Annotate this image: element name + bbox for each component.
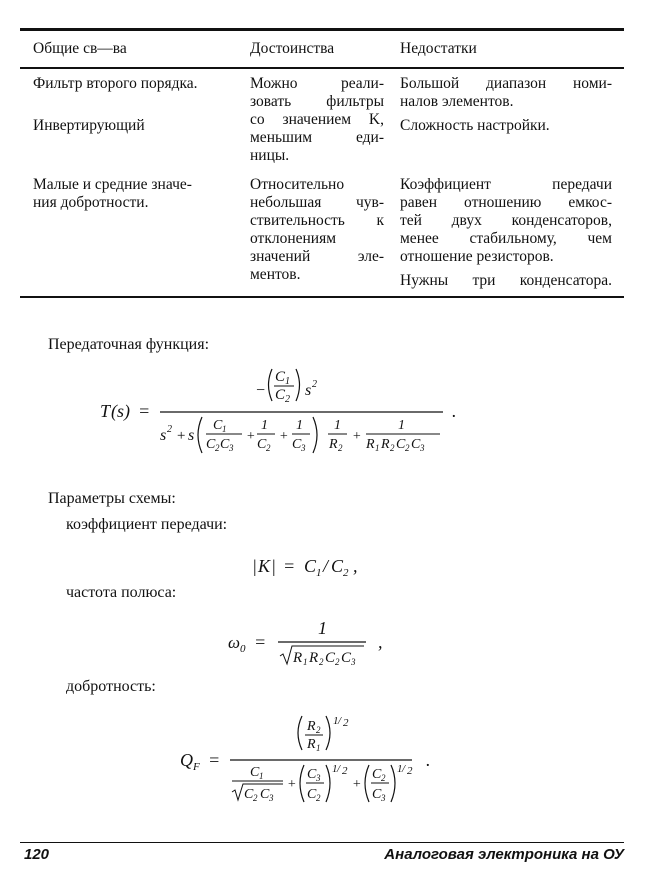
svg-text:1: 1 (397, 763, 403, 775)
svg-text:C: C (275, 369, 286, 385)
row2-dis-line1: Коэффициент передачи (400, 176, 612, 193)
svg-text:C: C (411, 437, 421, 452)
params-label: Параметры схемы: (48, 490, 176, 507)
svg-text:C: C (307, 787, 317, 802)
gain-equation (252, 552, 372, 587)
svg-text:/: / (337, 763, 341, 775)
row1-adv-line1: Можно реали- (250, 75, 384, 92)
svg-text:2: 2 (253, 793, 258, 803)
svg-text:C: C (304, 556, 317, 576)
row1-adv-line3: со значением K, (250, 111, 384, 128)
svg-text:s: s (188, 427, 195, 444)
svg-text:1: 1 (316, 743, 321, 753)
svg-text:|: | (271, 556, 276, 576)
svg-text:C: C (325, 650, 336, 666)
svg-text:R: R (381, 437, 390, 452)
svg-text:C: C (206, 437, 216, 452)
row2-dis-line5: отношение резисторов. (400, 248, 554, 265)
svg-text:1: 1 (318, 618, 327, 638)
table-header-rule (20, 67, 624, 69)
transfer-function-label: Передаточная функция: (48, 336, 210, 353)
svg-text:.: . (452, 401, 457, 421)
svg-text:1: 1 (333, 715, 339, 727)
svg-text:2: 2 (343, 567, 349, 579)
svg-text:,: , (353, 556, 358, 576)
svg-text:R: R (307, 719, 316, 734)
row1-general-line1: Фильтр второго порядка. (33, 75, 198, 92)
svg-text:1: 1 (316, 567, 322, 579)
svg-text:C: C (307, 767, 317, 782)
svg-text:=: = (208, 750, 221, 770)
svg-text:R: R (366, 437, 375, 452)
svg-text:Q: Q (180, 750, 193, 770)
svg-text:1: 1 (334, 418, 341, 433)
svg-text:+: + (352, 429, 362, 444)
svg-text:+: + (287, 777, 297, 792)
svg-text:+: + (352, 777, 362, 792)
svg-text:C: C (341, 650, 352, 666)
svg-text:2: 2 (312, 379, 317, 390)
book-title: Аналоговая электроника на ОУ (384, 846, 624, 863)
footer-rule (20, 842, 624, 843)
gain-label: коэффициент передачи: (66, 516, 228, 533)
row2-adv-line6: ментов. (250, 266, 301, 283)
svg-text:C: C (372, 767, 382, 782)
svg-text:R: R (329, 437, 338, 452)
transfer-function-equation (100, 365, 470, 460)
row2-adv-line5: значений эле- (250, 248, 384, 265)
svg-text:C: C (220, 437, 230, 452)
row2-adv-line2: небольшая чув- (250, 194, 384, 211)
svg-text:3: 3 (229, 443, 234, 453)
svg-text:2: 2 (405, 443, 410, 453)
svg-text:+: + (176, 428, 187, 444)
table-header-general: Общие св—ва (33, 40, 127, 57)
svg-text:F: F (193, 761, 200, 773)
pole-label: частота полюса: (66, 584, 177, 601)
svg-text:2: 2 (167, 424, 172, 435)
svg-text:/: / (338, 715, 342, 727)
svg-text:R: R (293, 650, 303, 666)
svg-text:2: 2 (335, 657, 340, 667)
row1-dis-line2: налов элементов. (400, 93, 514, 110)
svg-text:2: 2 (343, 717, 349, 729)
svg-text:2: 2 (285, 394, 290, 405)
svg-text:C: C (396, 437, 406, 452)
svg-text:2: 2 (338, 443, 343, 453)
svg-text:(s): (s) (111, 401, 130, 421)
svg-text:C: C (275, 387, 286, 403)
svg-text:R: R (307, 737, 316, 752)
svg-text:C: C (292, 437, 302, 452)
row1-dis-line1: Большой диапазон номи- (400, 75, 612, 92)
svg-text:0: 0 (240, 643, 246, 655)
svg-text:2: 2 (316, 793, 321, 803)
svg-text:C: C (257, 437, 267, 452)
svg-text:−: − (255, 382, 266, 399)
q-label: добротность: (66, 678, 156, 695)
row2-adv-line3: ствительность к (250, 212, 384, 229)
svg-text:1: 1 (285, 376, 290, 387)
svg-text:+: + (246, 429, 256, 444)
svg-text:K: K (258, 556, 271, 576)
svg-text:|: | (252, 556, 257, 576)
row2-general-line2: ния добротности. (33, 194, 149, 211)
svg-text:,: , (378, 632, 383, 652)
pole-equation (228, 614, 398, 675)
row1-adv-line4: меньшим еди- (250, 129, 384, 146)
svg-text:1: 1 (303, 657, 308, 667)
svg-text:=: = (254, 632, 267, 652)
svg-text:2: 2 (316, 725, 321, 735)
svg-text:3: 3 (301, 443, 306, 453)
svg-text:3: 3 (351, 657, 356, 667)
row2-dis-line4: менее стабильному, чем (400, 230, 612, 247)
svg-text:2: 2 (381, 773, 386, 783)
svg-text:+: + (279, 429, 289, 444)
svg-text:R: R (309, 650, 319, 666)
row2-dis-line3: тей двух конденсаторов, (400, 212, 612, 229)
page-number: 120 (24, 846, 50, 863)
svg-text:1: 1 (259, 771, 264, 781)
svg-text:2: 2 (215, 443, 220, 453)
row1-adv-line5: ницы. (250, 147, 290, 164)
svg-text:3: 3 (420, 443, 425, 453)
svg-text:s: s (305, 382, 312, 399)
svg-text:2: 2 (407, 765, 413, 777)
svg-text:3: 3 (269, 793, 274, 803)
svg-text:2: 2 (390, 443, 395, 453)
row2-adv-line4: отклонениям (250, 230, 337, 247)
svg-text:1: 1 (222, 424, 227, 434)
row2-adv-line1: Относительно (250, 176, 345, 193)
svg-text:/: / (402, 763, 406, 775)
table-header-advantages: Достоинства (250, 40, 335, 57)
svg-text:C: C (260, 787, 270, 802)
svg-text:2: 2 (266, 443, 271, 453)
row2-dis-line6: Нужны три конденсатора. (400, 272, 612, 289)
svg-text:C: C (331, 556, 344, 576)
svg-text:=: = (283, 556, 296, 576)
row2-dis-line2: равен отношению емкос- (400, 194, 612, 211)
svg-text:C: C (213, 418, 223, 433)
svg-text:=: = (138, 401, 151, 421)
svg-text:1: 1 (296, 418, 303, 433)
row2-general-line1: Малые и средние значе- (33, 176, 192, 193)
table-bottom-rule (20, 296, 624, 298)
row1-dis-line3: Сложность настройки. (400, 117, 550, 134)
svg-text:1: 1 (261, 418, 268, 433)
svg-text:C: C (250, 765, 260, 780)
table-top-rule (20, 28, 624, 31)
svg-text:.: . (426, 750, 431, 770)
svg-text:2: 2 (319, 657, 324, 667)
svg-text:1: 1 (332, 763, 338, 775)
svg-text:C: C (244, 787, 254, 802)
svg-text:s: s (160, 427, 167, 444)
svg-text:2: 2 (342, 765, 348, 777)
q-equation (180, 712, 450, 813)
svg-text:C: C (372, 787, 382, 802)
svg-text:ω: ω (228, 633, 241, 652)
row1-general-line2: Инвертирующий (33, 117, 145, 134)
svg-text:T: T (100, 401, 111, 421)
svg-text:3: 3 (381, 793, 386, 803)
svg-text:1: 1 (375, 443, 380, 453)
svg-text:3: 3 (316, 773, 321, 783)
svg-text:1: 1 (398, 418, 405, 433)
row1-adv-line2: зовать фильтры (250, 93, 384, 110)
svg-text:/: / (323, 556, 329, 576)
table-header-disadvantages: Недостатки (400, 40, 477, 57)
